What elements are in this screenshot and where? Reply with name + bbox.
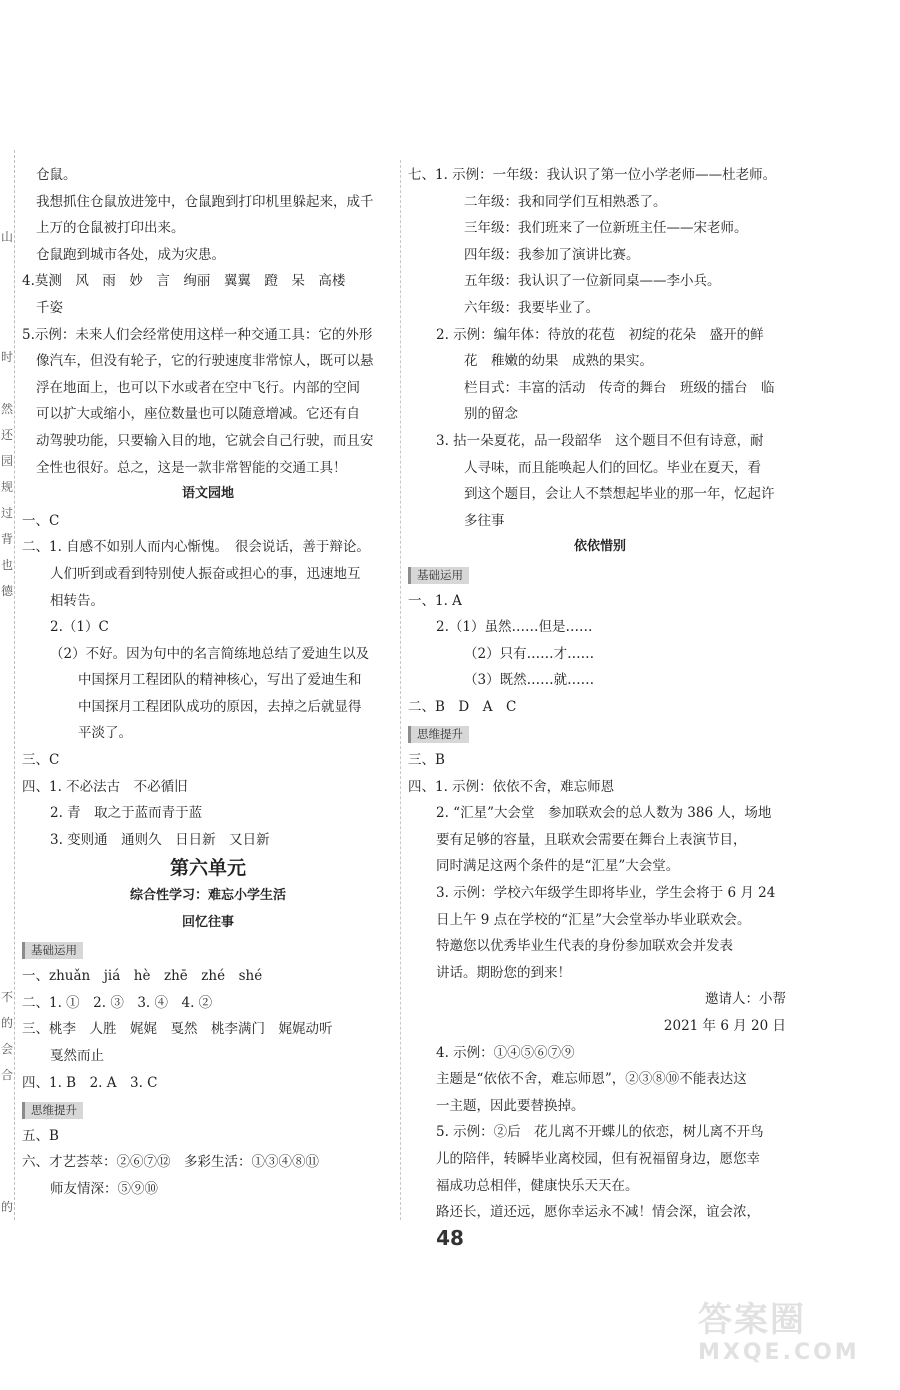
answer-line: 到这个题目，会让人不禁想起毕业的那一年，忆起许 — [464, 486, 775, 503]
answer-line: 浮在地面上，也可以下水或者在空中飞行。内部的空间 — [36, 379, 360, 396]
section-tag: 基础运用 — [22, 942, 83, 959]
edge-char: 背 — [1, 532, 14, 546]
edge-char: 不 — [1, 990, 14, 1004]
edge-char: 山 — [1, 230, 14, 244]
answer-line: 平淡了。 — [78, 725, 132, 742]
answer-line: 特邀您以优秀毕业生代表的身份参加联欢会并发表 — [436, 938, 733, 955]
invitation-date: 2021 年 6 月 20 日 — [663, 1018, 786, 1034]
section-heading: 综合性学习：难忘小学生活 — [129, 888, 286, 904]
answer-line: 戛然而止 — [50, 1048, 104, 1064]
answer-line: 五、B — [22, 1127, 59, 1144]
answer-line: 2.（1）虽然……但是…… — [436, 619, 593, 636]
answer-line: 师友情深：⑤⑨⑩ — [50, 1180, 158, 1197]
answer-line: 同时满足这两个条件的是“汇星”大会堂。 — [436, 858, 680, 875]
edge-char: 过 — [1, 506, 14, 520]
answer-line: 上万的仓鼠被打印出来。 — [36, 220, 185, 237]
edge-char: 的 — [1, 1016, 14, 1030]
answer-line: 四、1. 不必法古 不必循旧 — [22, 778, 188, 795]
answer-line: 千姿 — [36, 299, 63, 316]
answer-line: 2.（1）C — [50, 619, 109, 636]
answer-line: 5. 示例：②后 花儿离不开蝶儿的依恋，树儿离不开鸟 — [436, 1124, 764, 1141]
answer-line: 动驾驶功能，只要输入目的地，它就会自己行驶，而且安 — [36, 432, 374, 449]
answer-line: 七、1. 示例：一年级：我认识了第一位小学老师——杜老师。 — [408, 167, 777, 183]
answer-line: 四年级：我参加了演讲比赛。 — [464, 246, 640, 263]
answer-line: 仓鼠跑到城市各处，成为灾患。 — [36, 246, 225, 263]
answer-line: 中国探月工程团队的精神核心，写出了爱迪生和 — [78, 672, 362, 689]
answer-line: 栏目式：丰富的活动 传奇的舞台 班级的擂台 临 — [464, 379, 775, 396]
edge-char: 还 — [1, 428, 14, 442]
answer-line: 三、桃李 人胜 娓娓 戛然 桃李满门 娓娓动听 — [22, 1021, 333, 1038]
answer-line: 4.莫测 风 雨 妙 言 绚丽 翼翼 蹬 呆 高楼 — [22, 273, 346, 290]
answer-line: （3）既然……就…… — [464, 672, 595, 689]
answer-line: 三年级：我们班来了一位新班主任——宋老师。 — [464, 220, 748, 237]
answer-line: 全性也很好。总之，这是一款非常智能的交通工具！ — [36, 459, 347, 476]
answer-line: 儿的陪伴，转瞬毕业离校园，但有祝福留身边，愿您幸 — [436, 1150, 760, 1167]
answer-line: 2. “汇星”大会堂 参加联欢会的总人数为 386 人，场地 — [436, 805, 772, 822]
watermark-text: 答案圈 — [698, 1300, 806, 1340]
answer-line: 五年级：我认识了一位新同桌——李小兵。 — [464, 273, 721, 290]
answer-line: 路还长，道还远，愿你幸运永不减！情会深，谊会浓， — [436, 1204, 760, 1221]
answer-line: 一、zhuǎn jiá hè zhē zhé shé — [22, 968, 263, 985]
answer-line: 可以扩大或缩小，座位数量也可以随意增减。它还有自 — [36, 406, 360, 423]
left-column — [22, 162, 394, 1203]
edge-char: 也 — [1, 558, 14, 572]
answer-line: 4. 示例：①④⑤⑥⑦⑨ — [436, 1044, 575, 1061]
answer-line: 中国探月工程团队成功的原因，去掉之后就显得 — [78, 698, 362, 715]
answer-line: 二、1. 自感不如别人而内心惭愧。 很会说话，善于辩论。 — [22, 539, 370, 556]
answer-line: 三、B — [408, 752, 445, 769]
column-divider — [400, 160, 401, 1220]
answer-line: 一、1. A — [408, 592, 462, 609]
answer-line: 仓鼠。 — [36, 167, 77, 183]
answer-line: 人们听到或看到特别使人振奋或担心的事，迅速地互 — [50, 565, 361, 582]
answer-line: 二、B D A C — [408, 698, 517, 715]
edge-char: 然 — [1, 402, 14, 416]
section-tag: 思维提升 — [22, 1102, 83, 1119]
answer-line: 六年级：我要毕业了。 — [464, 299, 599, 316]
answer-line: 别的留念 — [464, 406, 518, 423]
watermark-url: MXQE.COM — [698, 1340, 860, 1365]
answer-line: 要有足够的容量，且联欢会需要在舞台上表演节目， — [436, 831, 747, 848]
answer-line: 一主题，因此要替换掉。 — [436, 1097, 585, 1114]
unit-title: 第六单元 — [169, 857, 246, 880]
answer-line: （2）不好。因为句中的名言简练地总结了爱迪生以及 — [50, 645, 370, 662]
section-heading: 依依惜别 — [573, 539, 626, 555]
edge-char: 规 — [1, 480, 14, 494]
edge-char: 时 — [1, 350, 14, 364]
answer-line: 四、1. 示例：依依不舍，难忘师恩 — [408, 778, 615, 795]
answer-line: 日上午 9 点在学校的“汇星”大会堂举办毕业联欢会。 — [436, 911, 751, 928]
invitation-signature: 邀请人：小帮 — [705, 991, 786, 1008]
answer-line: 二年级：我和同学们互相熟悉了。 — [464, 193, 667, 210]
answer-line: 多往事 — [464, 512, 505, 529]
section-heading: 语文园地 — [181, 486, 234, 502]
edge-char: 合 — [1, 1068, 14, 1082]
answer-line: 一、C — [22, 512, 60, 529]
page-number: 48 — [436, 1226, 464, 1250]
answer-line: 2. 青 取之于蓝而青于蓝 — [50, 805, 203, 822]
answer-line: （2）只有……才…… — [464, 645, 595, 662]
edge-char: 的 — [1, 1200, 14, 1214]
answer-line: 花 稚嫩的幼果 成熟的果实。 — [464, 353, 653, 370]
watermark-logo — [698, 1300, 888, 1380]
edge-char: 德 — [1, 584, 14, 598]
answer-line: 三、C — [22, 752, 60, 769]
answer-line: 人寻味，而且能唤起人们的回忆。毕业在夏天，看 — [464, 459, 761, 476]
answer-line: 像汽车，但没有轮子，它的行驶速度非常惊人，既可以悬 — [36, 353, 374, 370]
answer-line: 相转告。 — [50, 592, 104, 609]
answer-line: 3. 拈一朵夏花，品一段韶华 这个题目不但有诗意，耐 — [436, 432, 764, 449]
answer-line: 四、1. B 2. A 3. C — [22, 1074, 158, 1091]
answer-line: 我想抓住仓鼠放进笼中，仓鼠跑到打印机里躲起来，成千 — [36, 193, 374, 210]
answer-line: 六、才艺荟萃：②⑥⑦⑫ 多彩生活：①③④⑧⑪ — [22, 1154, 319, 1171]
answer-line: 福成功总相伴，健康快乐天天在。 — [436, 1177, 639, 1194]
edge-char: 会 — [1, 1042, 14, 1056]
section-heading: 回忆往事 — [181, 915, 234, 931]
edge-char: 园 — [1, 454, 14, 468]
answer-line: 讲话。期盼您的到来！ — [436, 964, 571, 981]
answer-line: 二、1. ① 2. ③ 3. ④ 4. ② — [22, 994, 213, 1011]
answer-line: 3. 示例：学校六年级学生即将毕业，学生会将于 6 月 24 — [436, 885, 776, 902]
adjacent-page-edge — [0, 150, 15, 1220]
section-tag: 思维提升 — [408, 726, 469, 743]
section-tag: 基础运用 — [408, 567, 469, 584]
answer-line: 2. 示例：编年体：待放的花苞 初绽的花朵 盛开的鲜 — [436, 326, 764, 343]
right-column — [408, 162, 792, 1226]
answer-line: 主题是“依依不舍，难忘师恩”，②③⑧⑩不能表达这 — [436, 1071, 747, 1088]
answer-line: 3. 变则通 通则久 日日新 又日新 — [50, 831, 270, 848]
answer-line: 5.示例：未来人们会经常使用这样一种交通工具：它的外形 — [22, 326, 373, 343]
